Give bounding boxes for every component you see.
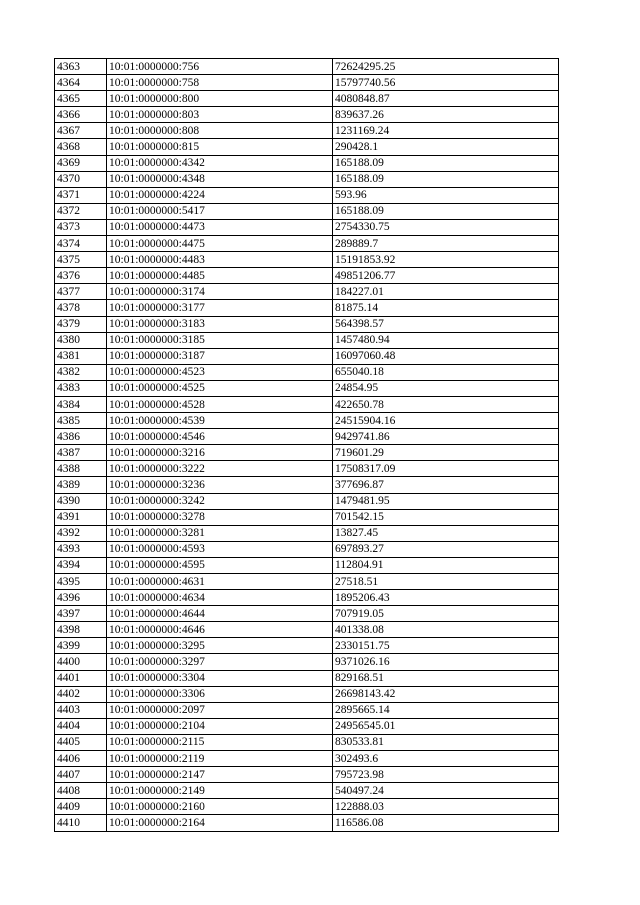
- row-number-cell: 4405: [55, 734, 107, 750]
- row-number-cell: 4363: [55, 59, 107, 75]
- table-row: [55, 638, 559, 654]
- row-number-cell: 4383: [55, 380, 107, 396]
- value-cell: 401338.08: [333, 622, 559, 638]
- cadastral-number-cell: 10:01:0000000:4525: [107, 380, 333, 396]
- row-number-cell: 4387: [55, 445, 107, 461]
- row-number-cell: 4364: [55, 75, 107, 91]
- value-cell: 27518.51: [333, 574, 559, 590]
- value-cell: 593.96: [333, 187, 559, 203]
- row-number-cell: 4402: [55, 686, 107, 702]
- row-number-cell: 4384: [55, 396, 107, 412]
- row-number-cell: 4381: [55, 348, 107, 364]
- value-cell: 707919.05: [333, 606, 559, 622]
- cadastral-number-cell: 10:01:0000000:3236: [107, 477, 333, 493]
- value-cell: 795723.98: [333, 767, 559, 783]
- table-row: [55, 187, 559, 203]
- row-number-cell: 4392: [55, 525, 107, 541]
- table-row: [55, 493, 559, 509]
- value-cell: 829168.51: [333, 670, 559, 686]
- cadastral-number-cell: 10:01:0000000:4528: [107, 396, 333, 412]
- table-row: [55, 348, 559, 364]
- table-row: [55, 413, 559, 429]
- table-row: [55, 139, 559, 155]
- table-row: [55, 155, 559, 171]
- row-number-cell: 4409: [55, 799, 107, 815]
- value-cell: 1231169.24: [333, 123, 559, 139]
- value-cell: 1895206.43: [333, 590, 559, 606]
- table-row: [55, 815, 559, 831]
- row-number-cell: 4400: [55, 654, 107, 670]
- table-row: [55, 622, 559, 638]
- value-cell: 72624295.25: [333, 59, 559, 75]
- row-number-cell: 4377: [55, 284, 107, 300]
- value-cell: 2895665.14: [333, 702, 559, 718]
- table-row: [55, 799, 559, 815]
- row-number-cell: 4389: [55, 477, 107, 493]
- row-number-cell: 4406: [55, 751, 107, 767]
- table-row: [55, 590, 559, 606]
- row-number-cell: 4380: [55, 332, 107, 348]
- row-number-cell: 4393: [55, 541, 107, 557]
- value-cell: 701542.15: [333, 509, 559, 525]
- cadastral-number-cell: 10:01:0000000:3281: [107, 525, 333, 541]
- table-row: [55, 718, 559, 734]
- value-cell: 655040.18: [333, 364, 559, 380]
- value-cell: 9371026.16: [333, 654, 559, 670]
- cadastral-number-cell: 10:01:0000000:5417: [107, 203, 333, 219]
- table-row: [55, 525, 559, 541]
- table-row: [55, 219, 559, 235]
- value-cell: 24956545.01: [333, 718, 559, 734]
- table-row: [55, 75, 559, 91]
- cadastral-number-cell: 10:01:0000000:4539: [107, 413, 333, 429]
- cadastral-number-cell: 10:01:0000000:4644: [107, 606, 333, 622]
- row-number-cell: 4390: [55, 493, 107, 509]
- cadastral-number-cell: 10:01:0000000:4348: [107, 171, 333, 187]
- table-row: [55, 203, 559, 219]
- cadastral-number-cell: 10:01:0000000:2097: [107, 702, 333, 718]
- table-row: [55, 606, 559, 622]
- cadastral-number-cell: 10:01:0000000:4483: [107, 252, 333, 268]
- table-row: [55, 702, 559, 718]
- row-number-cell: 4410: [55, 815, 107, 831]
- cadastral-table: [54, 58, 559, 832]
- table-row: [55, 767, 559, 783]
- table-row: [55, 654, 559, 670]
- cadastral-number-cell: 10:01:0000000:758: [107, 75, 333, 91]
- table-row: [55, 670, 559, 686]
- cadastral-number-cell: 10:01:0000000:4634: [107, 590, 333, 606]
- table-row: [55, 734, 559, 750]
- value-cell: 24854.95: [333, 380, 559, 396]
- value-cell: 4080848.87: [333, 91, 559, 107]
- row-number-cell: 4388: [55, 461, 107, 477]
- cadastral-number-cell: 10:01:0000000:4593: [107, 541, 333, 557]
- cadastral-number-cell: 10:01:0000000:803: [107, 107, 333, 123]
- row-number-cell: 4385: [55, 413, 107, 429]
- table-row: [55, 783, 559, 799]
- value-cell: 719601.29: [333, 445, 559, 461]
- value-cell: 377696.87: [333, 477, 559, 493]
- table-row: [55, 107, 559, 123]
- table-row: [55, 445, 559, 461]
- value-cell: 112804.91: [333, 557, 559, 573]
- row-number-cell: 4367: [55, 123, 107, 139]
- cadastral-number-cell: 10:01:0000000:4631: [107, 574, 333, 590]
- cadastral-number-cell: 10:01:0000000:3304: [107, 670, 333, 686]
- cadastral-number-cell: 10:01:0000000:3242: [107, 493, 333, 509]
- value-cell: 302493.6: [333, 751, 559, 767]
- cadastral-number-cell: 10:01:0000000:2115: [107, 734, 333, 750]
- value-cell: 839637.26: [333, 107, 559, 123]
- cadastral-number-cell: 10:01:0000000:3174: [107, 284, 333, 300]
- value-cell: 2754330.75: [333, 219, 559, 235]
- value-cell: 15191853.92: [333, 252, 559, 268]
- row-number-cell: 4399: [55, 638, 107, 654]
- value-cell: 830533.81: [333, 734, 559, 750]
- cadastral-number-cell: 10:01:0000000:4342: [107, 155, 333, 171]
- value-cell: 1479481.95: [333, 493, 559, 509]
- value-cell: 116586.08: [333, 815, 559, 831]
- value-cell: 17508317.09: [333, 461, 559, 477]
- cadastral-number-cell: 10:01:0000000:2104: [107, 718, 333, 734]
- value-cell: 1457480.94: [333, 332, 559, 348]
- table-row: [55, 252, 559, 268]
- row-number-cell: 4373: [55, 219, 107, 235]
- table-row: [55, 429, 559, 445]
- row-number-cell: 4368: [55, 139, 107, 155]
- value-cell: 540497.24: [333, 783, 559, 799]
- table-row: [55, 574, 559, 590]
- cadastral-number-cell: 10:01:0000000:3278: [107, 509, 333, 525]
- cadastral-number-cell: 10:01:0000000:3177: [107, 300, 333, 316]
- table-row: [55, 332, 559, 348]
- row-number-cell: 4365: [55, 91, 107, 107]
- table-row: [55, 300, 559, 316]
- table-row: [55, 91, 559, 107]
- value-cell: 165188.09: [333, 155, 559, 171]
- cadastral-number-cell: 10:01:0000000:3187: [107, 348, 333, 364]
- cadastral-number-cell: 10:01:0000000:2149: [107, 783, 333, 799]
- cadastral-number-cell: 10:01:0000000:3185: [107, 332, 333, 348]
- cadastral-number-cell: 10:01:0000000:4485: [107, 268, 333, 284]
- cadastral-number-cell: 10:01:0000000:808: [107, 123, 333, 139]
- cadastral-number-cell: 10:01:0000000:2119: [107, 751, 333, 767]
- table-row: [55, 686, 559, 702]
- table-row: [55, 461, 559, 477]
- cadastral-number-cell: 10:01:0000000:3216: [107, 445, 333, 461]
- cadastral-number-cell: 10:01:0000000:4473: [107, 219, 333, 235]
- table-row: [55, 59, 559, 75]
- cadastral-number-cell: 10:01:0000000:4224: [107, 187, 333, 203]
- value-cell: 165188.09: [333, 203, 559, 219]
- row-number-cell: 4369: [55, 155, 107, 171]
- row-number-cell: 4366: [55, 107, 107, 123]
- cadastral-number-cell: 10:01:0000000:3297: [107, 654, 333, 670]
- row-number-cell: 4404: [55, 718, 107, 734]
- value-cell: 165188.09: [333, 171, 559, 187]
- cadastral-number-cell: 10:01:0000000:4595: [107, 557, 333, 573]
- cadastral-number-cell: 10:01:0000000:2147: [107, 767, 333, 783]
- cadastral-number-cell: 10:01:0000000:2164: [107, 815, 333, 831]
- cadastral-number-cell: 10:01:0000000:4546: [107, 429, 333, 445]
- value-cell: 564398.57: [333, 316, 559, 332]
- value-cell: 24515904.16: [333, 413, 559, 429]
- row-number-cell: 4394: [55, 557, 107, 573]
- row-number-cell: 4396: [55, 590, 107, 606]
- table-row: [55, 284, 559, 300]
- value-cell: 184227.01: [333, 284, 559, 300]
- value-cell: 422650.78: [333, 396, 559, 412]
- row-number-cell: 4408: [55, 783, 107, 799]
- table-row: [55, 171, 559, 187]
- table-body: [55, 59, 559, 832]
- cadastral-number-cell: 10:01:0000000:815: [107, 139, 333, 155]
- row-number-cell: 4382: [55, 364, 107, 380]
- cadastral-number-cell: 10:01:0000000:3222: [107, 461, 333, 477]
- table-row: [55, 396, 559, 412]
- row-number-cell: 4403: [55, 702, 107, 718]
- table-row: [55, 557, 559, 573]
- value-cell: 122888.03: [333, 799, 559, 815]
- cadastral-number-cell: 10:01:0000000:4646: [107, 622, 333, 638]
- row-number-cell: 4378: [55, 300, 107, 316]
- row-number-cell: 4395: [55, 574, 107, 590]
- cadastral-number-cell: 10:01:0000000:800: [107, 91, 333, 107]
- table-row: [55, 509, 559, 525]
- row-number-cell: 4379: [55, 316, 107, 332]
- table-row: [55, 380, 559, 396]
- table-row: [55, 268, 559, 284]
- value-cell: 2330151.75: [333, 638, 559, 654]
- table-row: [55, 477, 559, 493]
- value-cell: 49851206.77: [333, 268, 559, 284]
- cadastral-number-cell: 10:01:0000000:3295: [107, 638, 333, 654]
- value-cell: 81875.14: [333, 300, 559, 316]
- value-cell: 15797740.56: [333, 75, 559, 91]
- row-number-cell: 4371: [55, 187, 107, 203]
- value-cell: 697893.27: [333, 541, 559, 557]
- value-cell: 13827.45: [333, 525, 559, 541]
- value-cell: 289889.7: [333, 236, 559, 252]
- row-number-cell: 4407: [55, 767, 107, 783]
- cadastral-number-cell: 10:01:0000000:3183: [107, 316, 333, 332]
- cadastral-number-cell: 10:01:0000000:2160: [107, 799, 333, 815]
- value-cell: 16097060.48: [333, 348, 559, 364]
- row-number-cell: 4374: [55, 236, 107, 252]
- row-number-cell: 4398: [55, 622, 107, 638]
- cadastral-number-cell: 10:01:0000000:756: [107, 59, 333, 75]
- value-cell: 9429741.86: [333, 429, 559, 445]
- row-number-cell: 4370: [55, 171, 107, 187]
- cadastral-number-cell: 10:01:0000000:4475: [107, 236, 333, 252]
- row-number-cell: 4386: [55, 429, 107, 445]
- cadastral-number-cell: 10:01:0000000:3306: [107, 686, 333, 702]
- row-number-cell: 4376: [55, 268, 107, 284]
- row-number-cell: 4401: [55, 670, 107, 686]
- row-number-cell: 4391: [55, 509, 107, 525]
- table-row: [55, 316, 559, 332]
- table-row: [55, 541, 559, 557]
- table-row: [55, 123, 559, 139]
- row-number-cell: 4372: [55, 203, 107, 219]
- table-row: [55, 236, 559, 252]
- table-row: [55, 751, 559, 767]
- value-cell: 26698143.42: [333, 686, 559, 702]
- table-row: [55, 364, 559, 380]
- cadastral-number-cell: 10:01:0000000:4523: [107, 364, 333, 380]
- value-cell: 290428.1: [333, 139, 559, 155]
- row-number-cell: 4397: [55, 606, 107, 622]
- row-number-cell: 4375: [55, 252, 107, 268]
